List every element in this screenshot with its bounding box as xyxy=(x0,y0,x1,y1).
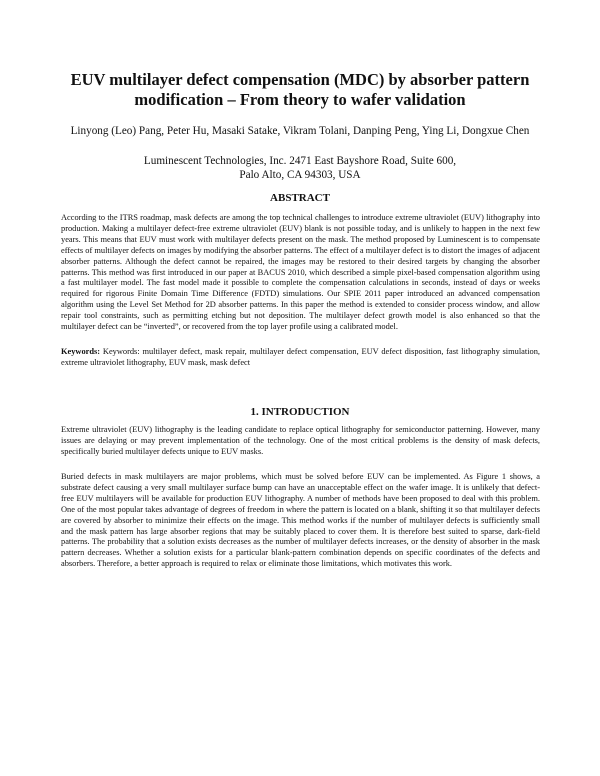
author-list: Linyong (Leo) Pang, Peter Hu, Masaki Satake, Vikram Tolani, Danping Peng, Ying Li, Dongxue Chen xyxy=(70,125,530,137)
keywords-paragraph xyxy=(61,347,540,369)
affiliation-line-2: Palo Alto, CA 94303, USA xyxy=(239,169,361,181)
abstract-heading: ABSTRACT xyxy=(270,192,330,204)
affiliation-line-1: Luminescent Technologies, Inc. 2471 East Bayshore Road, Suite 600, xyxy=(143,155,457,167)
introduction-paragraph-1: Extreme ultraviolet (EUV) lithography is the leading candidate to replace optical lithography for semiconductor patterning. However, many issues are delaying or may prevent implementation of the technology. One of the most critical problems is the density of mask defects, specifically buried multilayer defects unique to EUV masks. xyxy=(61,425,540,456)
affiliation xyxy=(60,154,540,182)
keywords-text: Keywords: multilayer defect, mask repair, multilayer defect compensation, EUV defect disposition, fast lithography simulation, extreme ultraviolet lithography, EUV mask, mask defect xyxy=(61,347,541,367)
introduction-heading: 1. INTRODUCTION xyxy=(250,406,350,418)
keywords-label: Keywords: xyxy=(61,347,101,356)
abstract-body: According to the ITRS roadmap, mask defects are among the top technical challenges to introduce extreme ultraviolet (EUV) lithography into production. Making a multilayer defect-free extreme ultraviolet (EUV) blank is not possible today, and is unlikely to happen in the next few years. This means that EUV must work with multilayer defects present on the mask. The method proposed by Luminescent is to compensate effects of multilayer defects on images by modifying the absorber patterns. The effect of a multilayer defect is to distort the images of adjacent absorber patterns. Although the defect cannot be repaired, the images may be restored to their desired targets by changing the absorber patterns. This method was first introduced in our paper at BACUS 2010, which described a simple pixel-based compensation algorithm using a fast multilayer model. The fast model made it possible to complete the compensation calculations in seconds, instead of days or weeks required for rigorous Finite Domain Time Difference (FDTD) simulations. Our SPIE 2011 paper introduced an advanced compensation algorithm using the Level Set Method for 2D absorber patterns. In this paper the method is extended to consider process window, and allow repair tool constraints, such as permitting etching but not deposition. The multilayer defect growth model is also enhanced so that the multilayer defect can be “inverted”, or recovered from the top layer profile using a calibrated model. xyxy=(61,213,540,332)
paper-title: EUV multilayer defect compensation (MDC) by absorber pattern modification – From theory to wafer validation xyxy=(70,70,530,109)
introduction-paragraph-2: Buried defects in mask multilayers are major problems, which must be solved before EUV can be implemented. As Figure 1 shows, a substrate defect causing a very small multilayer surface bump can have an unacceptable effect on the wafer image. It is unlikely that defect-free EUV multilayers will be available for production EUV lithography. A number of methods have been proposed to deal with this problem. One of the most popular takes advantage of degrees of freedom in where the pattern is located on a blank, shifting it so that multilayer defects are covered by absorber to minimize their effects on the image. This method works if the number of multilayer defects is sufficiently small and the mask pattern has large absorber regions that may be suitably placed to cover them. It is therefore best suited to sparse, dark-field patterns. The probability that a solution exists decreases as the number of multilayer defects increases, or the density of absorber in the mask pattern decreases. Whether a solution exists for a particular blank-pattern combination depends on specific coordinates of the defects and absorbers. Therefore, a better approach is required to relax or eliminate those limitations, which motivates this work. xyxy=(61,472,540,569)
